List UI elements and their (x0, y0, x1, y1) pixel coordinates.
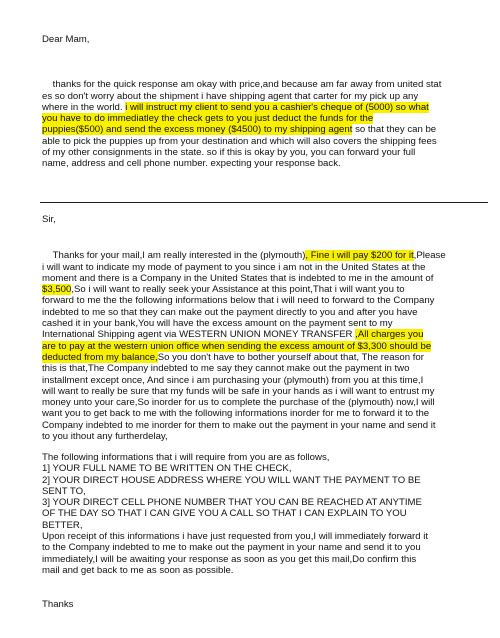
first-letter-highlighted-segment: i will instruct my client to send you a cashier's cheque of (5000) so what you have to do immediatley the check gets to you just deduct the funds for the puppies($500) and send the excess money ($4500) to my shipping agent (42, 101, 429, 136)
second-letter-requirements: The following informations that i will require from you are as follows, 1] YOUR FULL NAME TO BE WRITTEN ON THE CHECK, 2] YOUR DIRECT HOUSE ADDRESS WHERE YOU WILL WANT THE PAYMENT TO BE SENT TO, 3] YOUR DIRECT CELL PHONE NUMBER THAT YOU CAN BE REACHED AT ANYTIME OF THE DAY SO THAT I CAN GIVE YOU A CALL SO THAT I CAN EXPLAIN TO YOU BETTER, Upon receipt of this informations i have just requested from you,I will immediately forward it to the Company indebted to me to make out the payment in your name and send it to you immediately,I will be awaiting your response as soon as you get this mail,Do confirm this mail and get back to me as soon as possible. (42, 452, 429, 576)
first-letter-salutation: Dear Mam, (42, 34, 90, 45)
second-letter-signoff: Thanks (42, 599, 74, 610)
first-letter-text-segment: so that they can be able to pick the puppies up from your destination and which will also covers the shipping fees of my other consignments in the state. so if this is okay by you, you can forward your full name, address and cell phone number. expecting your response back. (42, 124, 437, 170)
second-letter-text-segment: ,So i will want to really seek your Assistance at this point,That i will want you to forward to me the the following informations below that i will need to forward to the Company indebted to me so that they can make out the payment directly to you and after you have cashed it in your bank,You will have the excess amount on the payment sent to my International Shipping agent via WESTERN UNION MONEY TRANSFER (42, 284, 435, 341)
second-letter-highlighted-segment: ,All charges you are to pay at the western union office when sending the excess amount of $3,300 should be deducted from my balance, (42, 329, 432, 363)
second-letter-text-segment: Thanks for your mail,I am really interested in the (plymouth) (52, 250, 306, 262)
second-letter-text-segment: So you don't have to bother yourself about that, The reason for this is that,The Company indebted to me say they cannot make out the payment in two installment except once, And since i am purchasing your (plymouth) from you at this time,I will want to really be sure that my funds will be safe in your hands as i will want to entrust my money unto your care,So inorder for us to complete the purchase of the (plymouth) now,I will want you to get back to me with the following informations inorder for me to forward it to the Company indebted to me inorder for them to make out the payment in your name and send it to you ithout any furtherdelay, (42, 351, 436, 443)
second-letter-salutation: Sir, (42, 214, 56, 225)
second-letter-highlighted-segment: , Fine i will pay $200 for it (305, 250, 414, 262)
first-letter-body (42, 68, 487, 181)
letter-divider-line (40, 202, 488, 203)
second-letter-body (42, 239, 487, 454)
second-letter-highlighted-segment: $3,500 (42, 284, 72, 296)
second-letter-text-segment: ,Please i will want to indicate my mode of payment to you since i am not in the United States at the moment and there is a Company in the United States that is indebted to me in the amount of (42, 250, 446, 284)
first-letter-text-segment: thanks for the quick response am okay with price,and because am far away from united stat es so don't worry about the shipment i have shipping agent that carter for my pick up any where in the world. (42, 79, 442, 113)
